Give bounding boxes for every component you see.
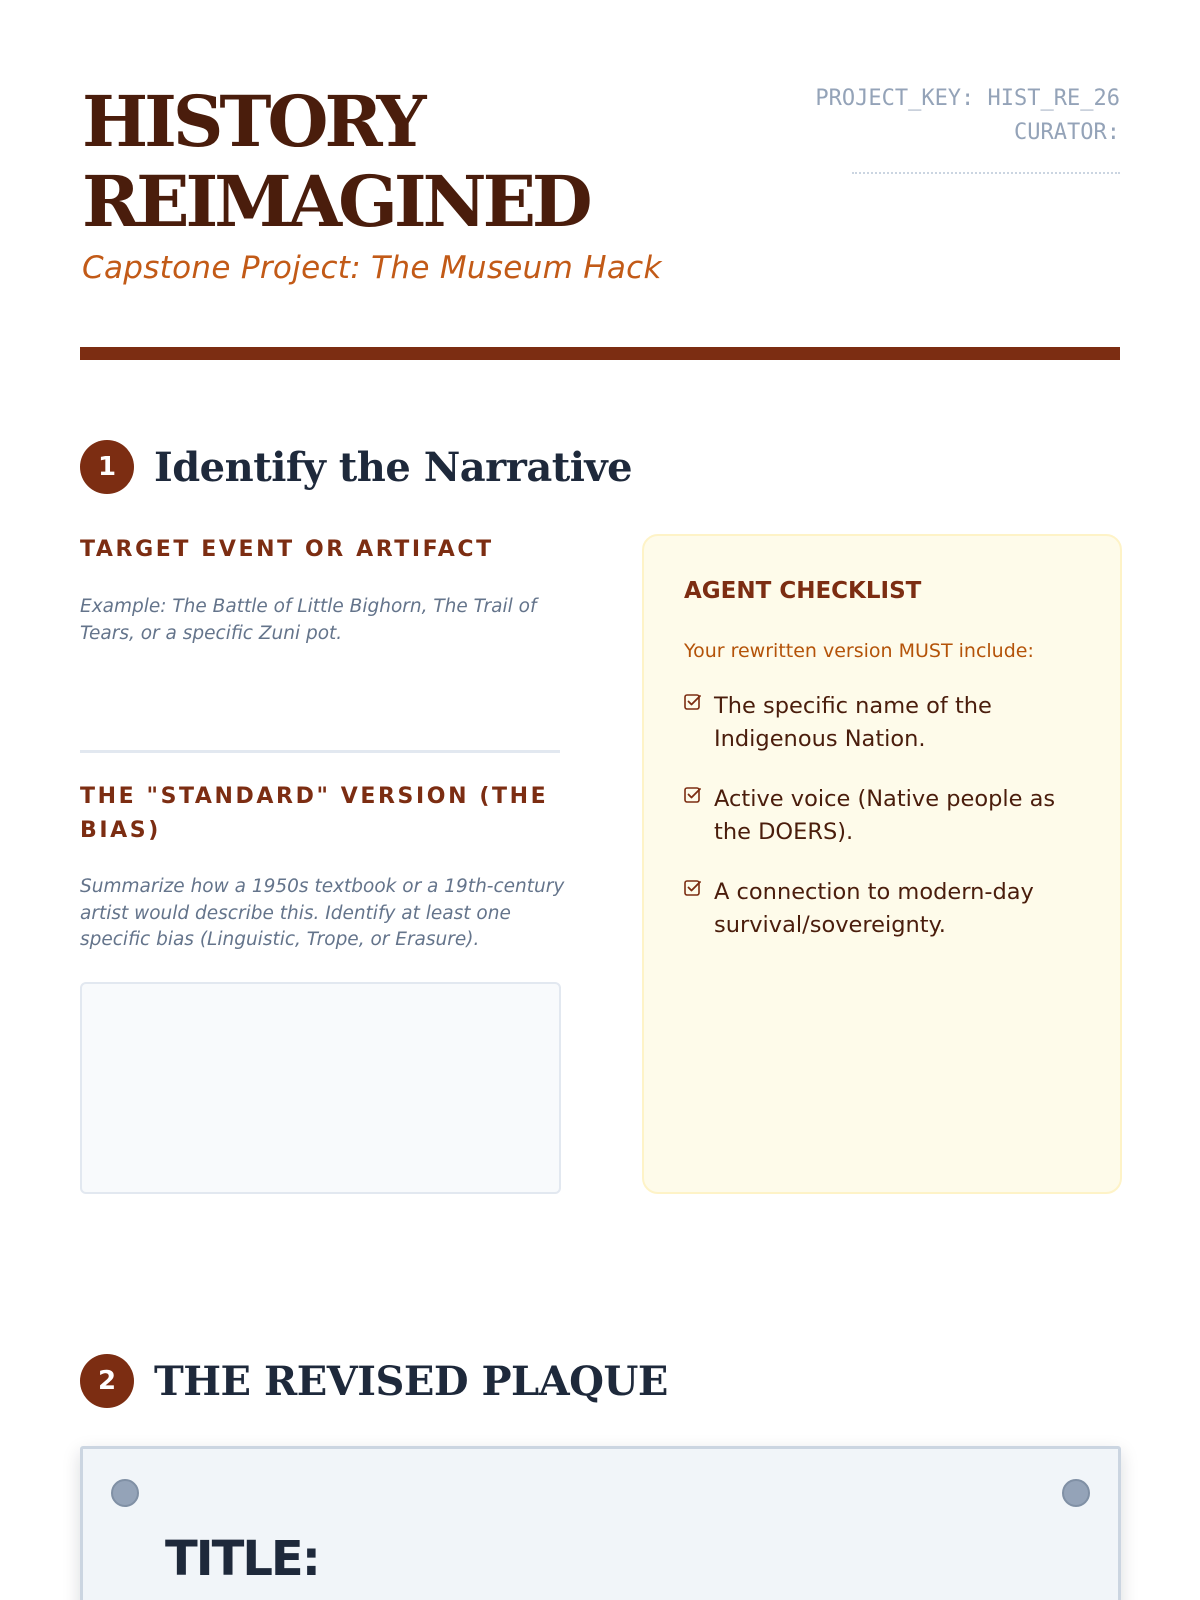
curator-input-line[interactable] xyxy=(852,172,1120,174)
section-2-number-badge: 2 xyxy=(80,1354,134,1408)
curator-label: CURATOR: xyxy=(1014,120,1120,145)
header-divider xyxy=(80,347,1120,360)
checklist-item-text: A connection to modern-day survival/sovereignty. xyxy=(714,879,1034,938)
screw-icon xyxy=(111,1479,139,1507)
checklist-item xyxy=(684,876,1084,942)
checklist-title: AGENT CHECKLIST xyxy=(684,578,922,604)
target-event-label: TARGET EVENT OR ARTIFACT xyxy=(80,537,494,562)
checklist-item xyxy=(684,690,1084,756)
target-event-input-line[interactable] xyxy=(80,750,560,753)
standard-version-hint: Summarize how a 1950s textbook or a 19th-century artist would describe this. Identify at least one specific bias (Linguistic, Trope, or Erasure). xyxy=(80,876,565,950)
section-2-header xyxy=(80,1354,668,1408)
page-subtitle: Capstone Project: The Museum Hack xyxy=(82,250,662,286)
checklist-note: Your rewritten version MUST include: xyxy=(684,640,1034,662)
project-meta xyxy=(815,82,1120,150)
section-2-title: THE REVISED PLAQUE xyxy=(154,1357,668,1405)
standard-version-label: THE "STANDARD" VERSION (THE BIAS) xyxy=(80,784,549,843)
page-title xyxy=(82,82,589,242)
checkbox-icon xyxy=(684,783,714,849)
checkbox-icon xyxy=(684,876,714,942)
standard-version-textarea[interactable] xyxy=(80,982,561,1194)
title-line-2: REIMAGINED xyxy=(82,160,589,243)
checklist-item xyxy=(684,783,1084,849)
revised-plaque xyxy=(80,1446,1121,1600)
section-1-number-badge: 1 xyxy=(80,440,134,494)
target-event-hint: Example: The Battle of Little Bighorn, The Trail of Tears, or a specific Zuni pot. xyxy=(80,596,537,644)
checkbox-icon xyxy=(684,690,714,756)
agent-checklist-card xyxy=(642,534,1122,1194)
screw-icon xyxy=(1062,1479,1090,1507)
section-1-header xyxy=(80,440,632,494)
project-key: PROJECT_KEY: HIST_RE_26 xyxy=(815,86,1120,111)
section-1-title: Identify the Narrative xyxy=(154,443,633,491)
plaque-title-label: TITLE: xyxy=(165,1531,319,1587)
checklist-item-text: Active voice (Native people as the DOERS). xyxy=(714,786,1056,845)
checklist-item-text: The specific name of the Indigenous Nation. xyxy=(714,693,992,752)
title-line-1: HISTORY xyxy=(82,80,423,163)
